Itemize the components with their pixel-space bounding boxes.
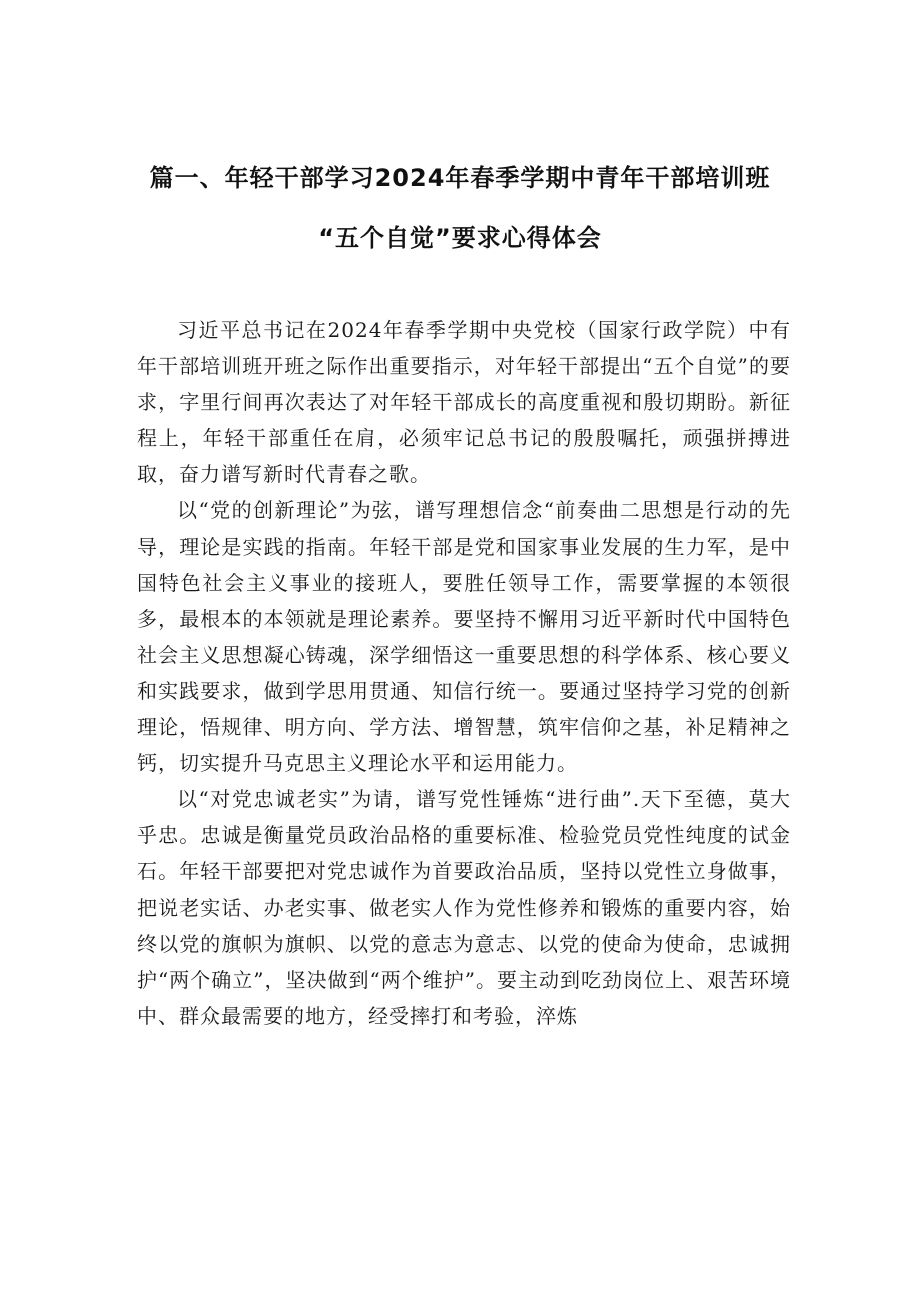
document-title (0, 148, 920, 268)
title-line-2: “五个自觉”要求心得体会 (318, 224, 602, 252)
paragraph-1: 习近平总书记在2024年春季学期中央党校（国家行政学院）中有年干部培训班开班之际作出重要指示，对年轻干部提出“五个自觉”的要求，字里行间再次表达了对年轻干部成长的高度重视和殷切期盼。新征程上，年轻干部重任在肩，必须牢记总书记的殷殷嘱托，顽强拼搏进取，奋力谱写新时代青春之歌。 (137, 318, 791, 487)
paragraph-3: 以“对党忠诚老实”为请，谱写党性锤炼“进行曲”.天下至德，莫大乎忠。忠诚是衡量党员政治品格的重要标准、检验党员党性纯度的试金石。年轻干部要把对党忠诚作为首要政治品质，坚持以党性立身做事，把说老实话、办老实事、做老实人作为党性修养和锻炼的重要内容，始终以党的旗帜为旗帜、以党的意志为意志、以党的使命为使命，忠诚拥护“两个确立”，坚决做到“两个维护”。要主动到吃劲岗位上、艰苦环境中、群众最需要的地方，经受摔打和考验，淬炼 (137, 787, 791, 1028)
document-body (137, 312, 791, 1034)
title-line-1: 篇一、年轻干部学习2024年春季学期中青年干部培训班 (149, 164, 771, 192)
paragraph-2: 以“党的创新理论”为弦，谱写理想信念“前奏曲二思想是行动的先导，理论是实践的指南。年轻干部是党和国家事业发展的生力军，是中国特色社会主义事业的接班人，要胜任领导工作，需要掌握的本领很多，最根本的本领就是理论素养。要坚持不懈用习近平新时代中国特色社会主义思想凝心铸魂，深学细悟这一重要思想的科学体系、核心要义和实践要求，做到学思用贯通、知信行统一。要通过坚持学习党的创新理论，悟规律、明方向、学方法、增智慧，筑牢信仰之基，补足精神之钙，切实提升马克思主义理论水平和运用能力。 (137, 498, 791, 776)
